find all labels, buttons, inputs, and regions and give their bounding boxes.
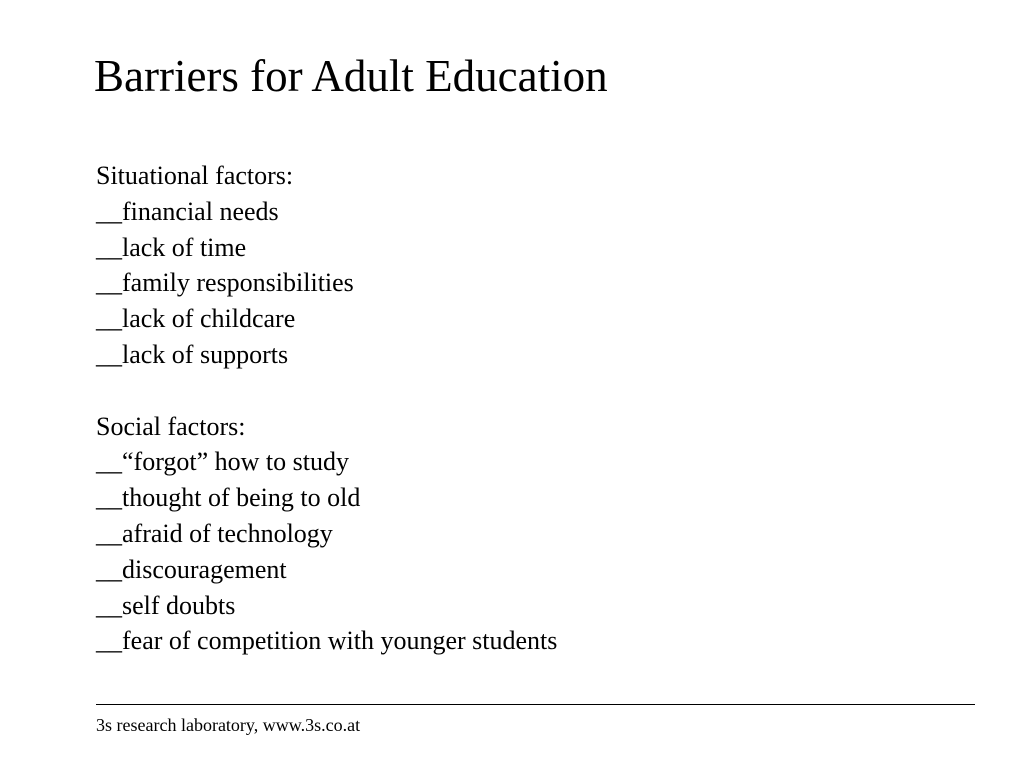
slide-body [96, 158, 976, 659]
social-factor-item: __afraid of technology [96, 518, 333, 548]
situational-factor-item: __financial needs [96, 196, 279, 226]
footer-divider [96, 704, 975, 705]
social-factor-item: __fear of competition with younger students [96, 626, 558, 656]
situational-factor-item: __lack of supports [96, 339, 289, 369]
section-spacer [96, 373, 976, 409]
social-factor-item: __discouragement [96, 554, 287, 584]
social-factors-heading: Social factors: [96, 411, 246, 441]
social-factor-item: __self doubts [96, 590, 236, 620]
situational-factor-item: __family responsibilities [96, 268, 354, 298]
footer-text: 3s research laboratory, www.3s.co.at [96, 715, 361, 735]
situational-factor-item: __lack of childcare [96, 304, 296, 334]
situational-factor-item: __lack of time [96, 232, 247, 262]
slide-title: Barriers for Adult Education [94, 51, 608, 101]
social-factor-item: __“forgot” how to study [96, 447, 349, 477]
social-factor-item: __thought of being to old [96, 483, 361, 513]
situational-factors-heading: Situational factors: [96, 161, 294, 190]
